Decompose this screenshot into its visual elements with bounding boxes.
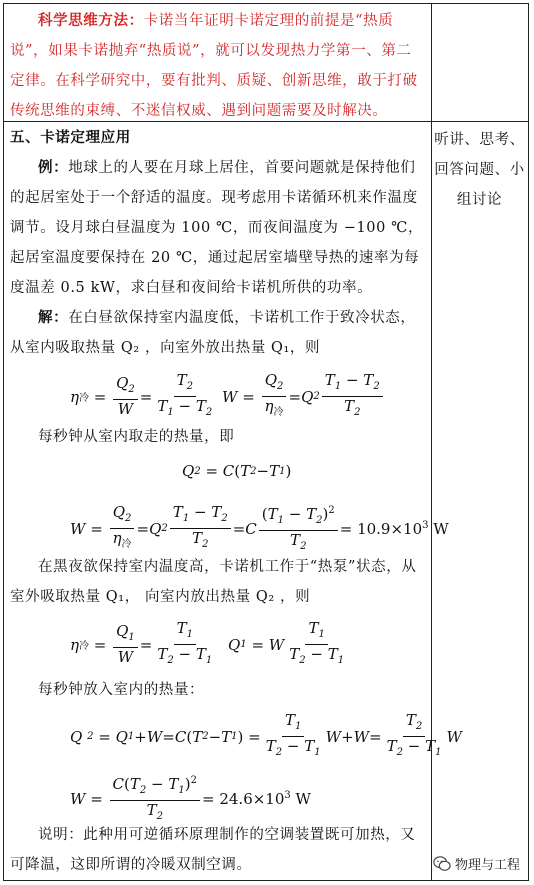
cold-subscript: 冷 [121,539,132,550]
activity-cell [432,125,527,215]
activity-line-3: 组讨论 [456,192,503,208]
cold-subscript: 冷 [79,641,89,652]
day-power-result: = 10.9×10 [339,519,423,538]
efficiency-cold-equation: η 冷 = $\frac{Q_2}{W}$ = $\frac{T_2}{T_1 - T_2}$ [70,371,213,418]
night-power-result: = 24.6×10 [202,789,285,808]
day-power-unit: W [428,519,449,538]
wechat-icon [433,855,451,873]
solution-text-block-3 [10,552,424,612]
night-power-exponent: 3 [284,789,291,801]
heat-removed-equation: Q 2 = C ( T 2 − T 1 ) [182,462,292,480]
solution-text-block-4 [10,675,424,705]
section-heading: 五、卡诺定理应用 [10,129,131,146]
solution-paragraph [10,303,424,363]
work-cold-equation: W = $\frac{Q_2}{\eta_冷}$ = Q 2 $\frac{T_1 - T_2}{T_2}$ [222,372,385,421]
day-power-equation: W = $\frac{Q_2}{\eta_冷}$ = Q 2 $\frac{T_1 - T_2}{T_2}$ = C $\frac{(T_1 - T_2)^2}{T_2}$ = $10.9\times 10^3$ W [70,503,449,552]
activity-line-1: 听讲、思考、 [434,132,525,148]
efficiency-pump-equation: η 冷 = $\frac{Q_1}{W}$ = $\frac{T_1}{T_2 - T_1}$ [70,619,213,666]
solution-label: 解： [38,309,69,326]
night-power-equation: W = $\frac{C(T_2 - T_1)^2}{T_2}$ = $24.6\times 10^3$ W [70,772,311,825]
activity-line-2: 回答问题、小 [434,162,525,178]
thinking-method-text: 卡诺当年证明卡诺定理的前提是“热质说”，如果卡诺抛弃“热质说”，就可以发现热力学第一、第二定律。在科学研究中，要有批判、质疑、创新思维，敢于打破传统思维的束缚、不迷信权威、遇到问题需要及时解决。 [10,13,418,119]
section-heading-block [10,123,424,363]
watermark [433,854,520,873]
solution-text-4: 每秒钟放入室内的热量： [38,682,205,698]
night-heat-equation: Q 2 = Q 1 + W = C ( T 2 − T 1 ) = $\frac{T_1}{T_2 - T_1}$ W + W = $\frac{T_2}{T_2 - T_1}$ W [70,711,462,758]
cold-subscript: 冷 [79,393,89,404]
night-power-unit: W [290,789,311,808]
day-power-exponent: 3 [422,519,429,531]
note-block [10,820,424,880]
thinking-method-label: 科学思维方法： [38,12,144,29]
solution-text-2: 每秒钟从室内取走的热量，即 [38,429,235,445]
solution-text-block-2 [10,422,424,452]
thinking-method-paragraph [10,6,424,126]
solution-text-3: 在黑夜欲保持室内温度高，卡诺机工作于“热泵”状态，从室外吸取热量 Q₁， 向室内放出热量 Q₂ ，则 [10,559,417,605]
example-paragraph [10,153,424,303]
example-label: 例： [38,159,69,176]
note-text: 说明：此种用可逆循环原理制作的空调装置既可加热，又可降温，这即所谓的冷暖双制空调。 [10,827,416,873]
cold-subscript: 冷 [273,407,284,418]
watermark-text: 物理与工程 [454,858,520,873]
heat-pump-equation: Q 1 = W $\frac{T_1}{T_2 - T_1}$ [228,619,345,666]
example-text: 地球上的人要在月球上居住，首要问题就是保持他们的起居室处于一个舒适的温度。现考虑用卡诺循环机来作温度调节。设月球白昼温度为 100 ℃，而夜间温度为 −100 ℃，起居室温度要保持在 20 ℃，通过起居室墙壁导热的速率为每度温差 0.5 kW，求白昼和夜间给卡诺机所供的功率。 [10,160,424,296]
thinking-method-cell [10,6,424,126]
solution-text-1: 在白昼欲保持室内温度低，卡诺机工作于致冷状态，从室内吸取热量 Q₂ ，向室外放出热量 Q₁，则 [10,310,416,356]
